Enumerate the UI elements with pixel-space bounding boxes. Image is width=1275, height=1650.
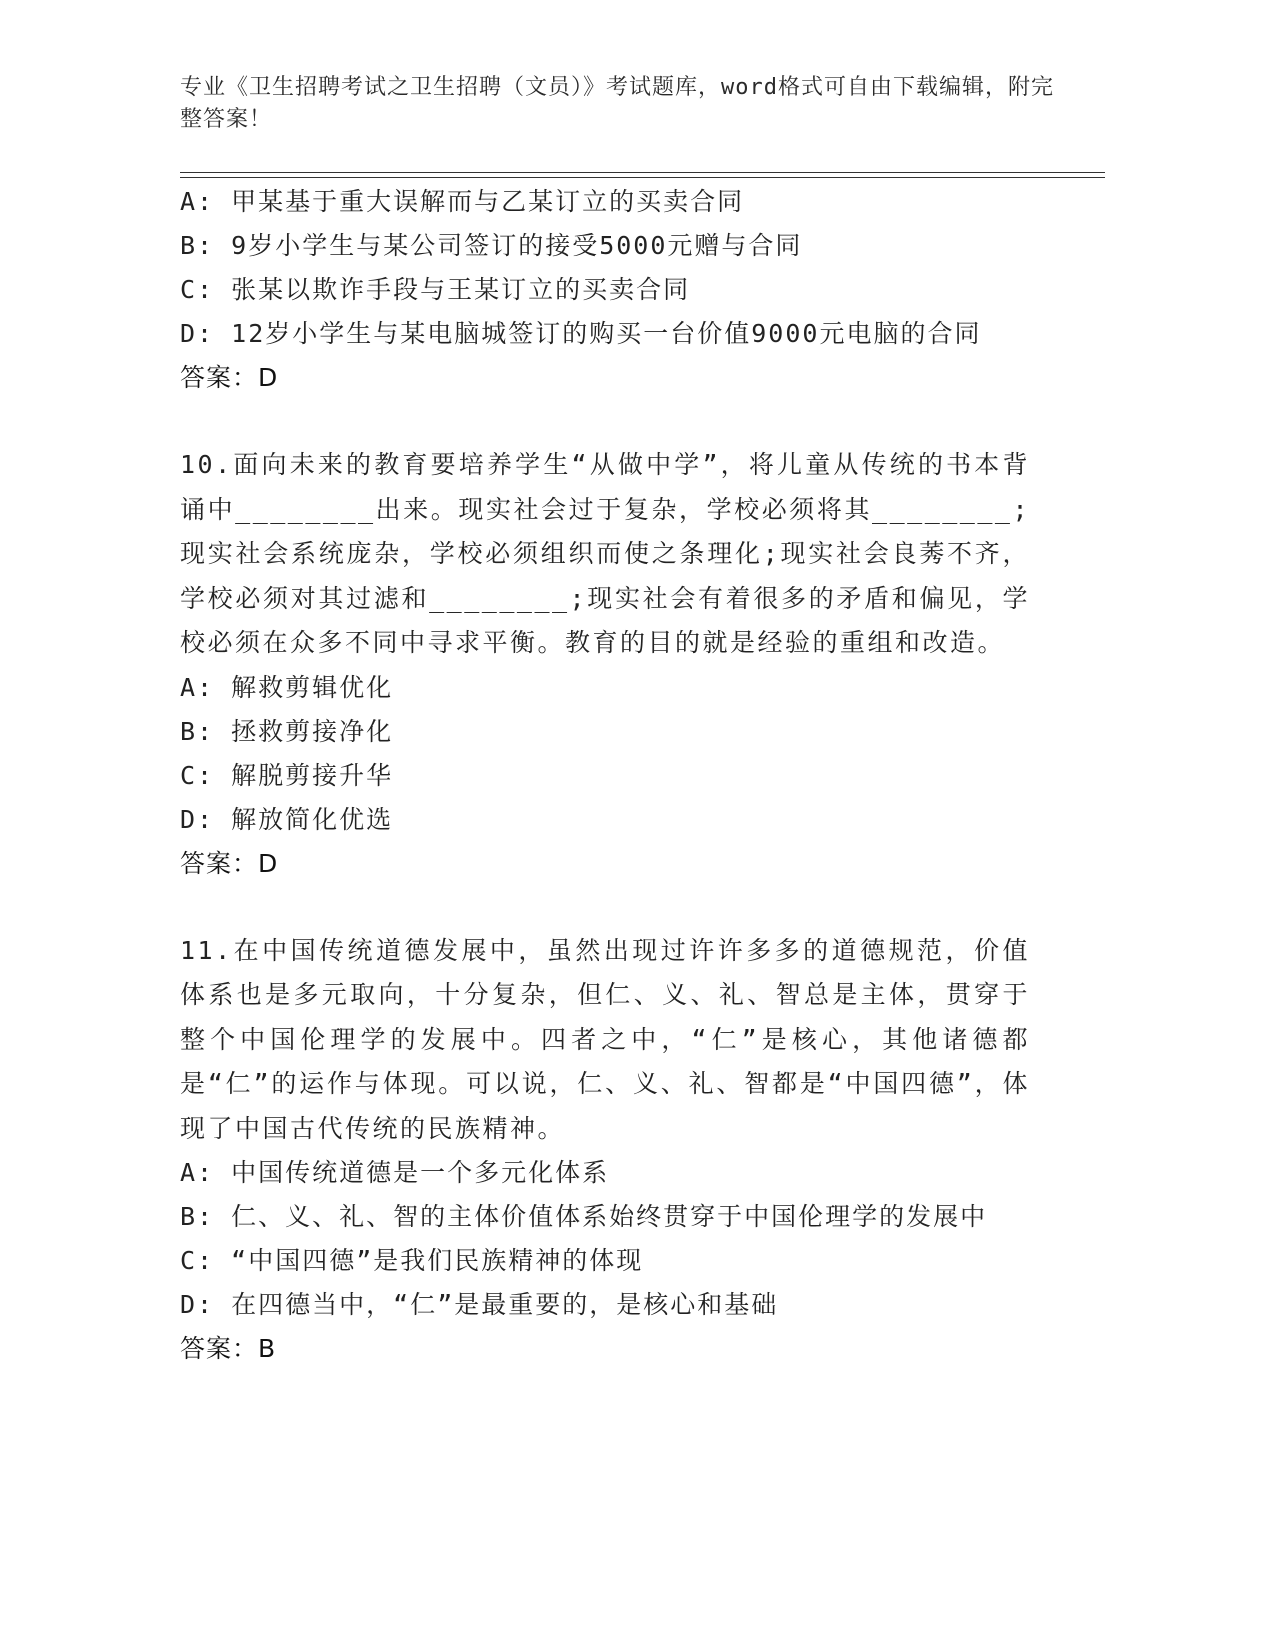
option-d: D: 在四德当中，“仁”是最重要的，是核心和基础 <box>180 1290 779 1319</box>
question-11 <box>180 929 1040 1372</box>
answer: 答案：D <box>180 363 279 392</box>
option-c: C: 解脱剪接升华 <box>180 760 394 790</box>
option-b: B: 9岁小学生与某公司签订的接受5000元赠与合同 <box>180 231 803 260</box>
option-d: D: 12岁小学生与某电脑城签订的购买一台价值9000元电脑的合同 <box>180 319 982 348</box>
document-header: 专业《卫生招聘考试之卫生招聘（文员）》考试题库，word格式可自由下载编辑，附完整答案！ <box>180 75 1054 132</box>
option-c: C: “中国四德”是我们民族精神的体现 <box>180 1246 644 1275</box>
question-10 <box>180 443 1040 886</box>
option-c: C: 张某以欺诈手段与王某订立的买卖合同 <box>180 275 691 304</box>
header-divider-bottom <box>180 177 1105 178</box>
option-a: A: 甲某基于重大误解而与乙某订立的买卖合同 <box>180 187 745 216</box>
answer: 答案：D <box>180 848 279 878</box>
document-body <box>180 180 1040 1371</box>
header-divider-top <box>180 172 1105 173</box>
option-b: B: 拯救剪接净化 <box>180 716 394 746</box>
option-b: B: 仁、义、礼、智的主体价值体系始终贯穿于中国伦理学的发展中 <box>180 1202 988 1231</box>
option-a: A: 中国传统道德是一个多元化体系 <box>180 1158 610 1187</box>
spacer <box>180 886 1040 929</box>
question-stem: 11.在中国传统道德发展中，虽然出现过许许多多的道德规范，价值体系也是多元取向，十分复杂，但仁、义、礼、智总是主体，贯穿于整个中国伦理学的发展中。四者之中，“仁”是核心，其他诸德都是“仁”的运作与体现。可以说，仁、义、礼、智都是“中国四德”，体现了中国古代传统的民族精神。 <box>180 935 1030 1143</box>
option-a: A: 解救剪辑优化 <box>180 672 394 702</box>
spacer <box>180 400 1040 443</box>
question-9 <box>180 180 1040 400</box>
answer: 答案：B <box>180 1334 277 1363</box>
question-stem: 10.面向未来的教育要培养学生“从做中学”，将儿童从传统的书本背诵中________出来。现实社会过于复杂，学校必须将其________;现实社会系统庞杂，学校必须组织而使之条理化;现实社会良莠不齐，学校必须对其过滤和________;现实社会有着很多的矛盾和偏见，学校必须在众多不同中寻求平衡。教育的目的就是经验的重组和改造。 <box>180 450 1030 657</box>
option-d: D: 解放简化优选 <box>180 804 394 834</box>
